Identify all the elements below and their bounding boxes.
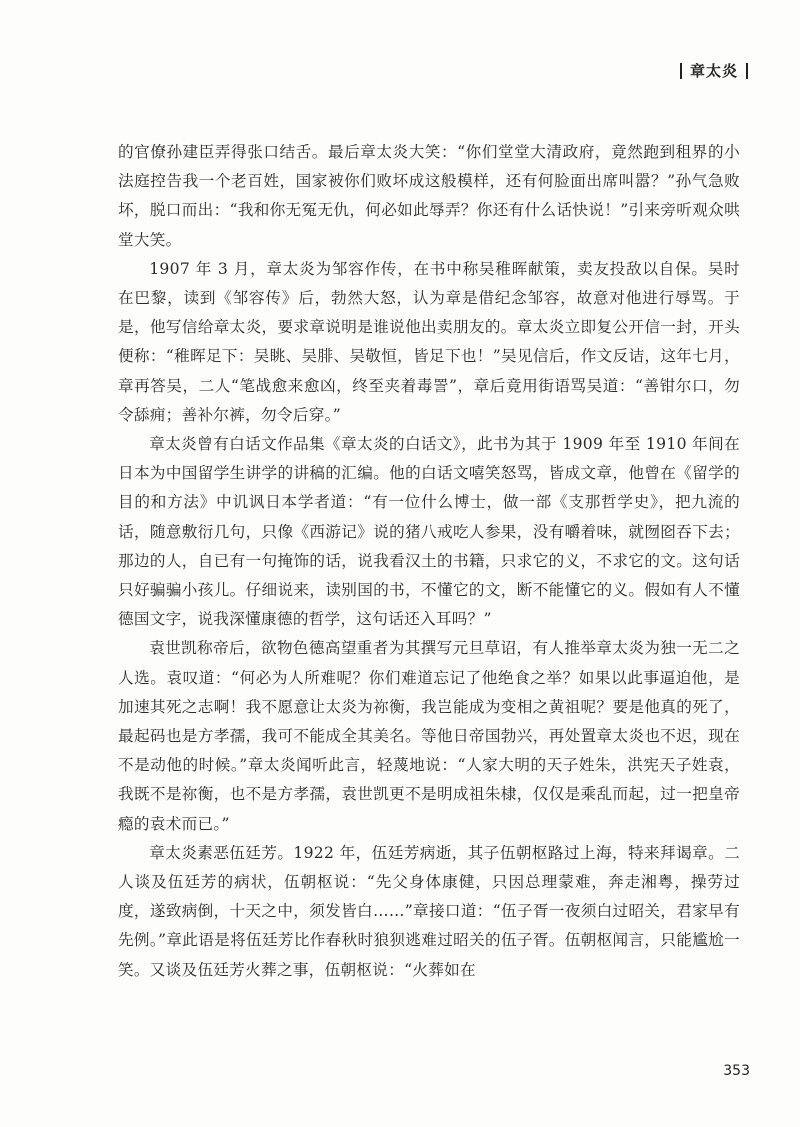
header-left-bar [680, 63, 682, 79]
paragraph-5: 章太炎素恶伍廷芳。1922 年，伍廷芳病逝，其子伍朝枢路过上海，特来拜谒章。二人谈及伍廷芳的病状，伍朝枢说：“先父身体康健，只因总理蒙难，奔走湘粤，操劳过度，遂致病倒，十天之中，须发皆白……”章接口道：“伍子胥一夜须白过昭关，君家早有先例。”章此语是将伍廷芳比作春秋时狼狈逃难过昭关的伍子胥。伍朝枢闻言，只能尴尬一笑。又谈及伍廷芳火葬之事，伍朝枢说：“火葬如在 [118, 843, 740, 979]
chapter-title: 章太炎 [689, 62, 738, 80]
paragraph-4: 袁世凯称帝后，欲物色德高望重者为其撰写元旦草诏，有人推举章太炎为独一无二之人选。袁叹道：“何必为人所难呢？你们难道忘记了他绝食之举？如果以此事逼迫他，是加速其死之志啊！我不愿意让太炎为祢衡，我岂能成为变相之黄祖呢？要是他真的死了，最起码也是方孝孺，我可不能成全其美名。等他日帝国勃兴，再处置章太炎也不迟，现在不是动他的时候。”章太炎闻听此言，轻蔑地说：“人家大明的天子姓朱，洪宪天子姓袁，我既不是祢衡，也不是方孝孺，袁世凯更不是明成祖朱棣，仅仅是乘乱而起，过一把皇帝瘾的袁术而已。” [118, 639, 740, 833]
paragraph-2: 1907 年 3 月，章太炎为邹容作传，在书中称吴稚晖献策，卖友投敌以自保。吴时在巴黎，读到《邹容传》后，勃然大怒，认为章是借纪念邹容，故意对他进行辱骂。于是，他写信给章太炎，要求章说明是谁说他出卖朋友的。章太炎立即复公开信一封，开头便称：“稚晖足下：吴眺、吴腓、吴敬恒，皆足下也！”吴见信后，作文反诘，这年七月，章再答吴，二人“笔战愈来愈凶，终至夹着毒詈”，章后竟用街语骂吴道：“善钳尔口，勿令舔痈；善补尔裤，勿令后穿。” [118, 259, 740, 424]
header-right-bar [746, 63, 748, 79]
running-header [680, 60, 748, 81]
body-text [118, 138, 740, 985]
page-number: 353 [723, 1063, 750, 1079]
paragraph-3: 章太炎曾有白话文作品集《章太炎的白话文》，此书为其于 1909 年至 1910 年间在日本为中国留学生讲学的讲稿的汇编。他的白话文嘻笑怒骂，皆成文章，他曾在《留学的目的和方法》中讥讽日本学者道：“有一位什么博士，做一部《支那哲学史》，把九流的话，随意敷衍几句，只像《西游记》说的猪八戒吃人参果，没有嚼着味，就囫囵吞下去；那边的人，自已有一句掩饰的话，说我看汉土的书籍，只求它的义，不求它的文。这句话只好骗骗小孩儿。仔细说来，读别国的书，不懂它的文，断不能懂它的义。假如有人不懂德国文字，说我深懂康德的哲学，这句话还入耳吗？” [118, 435, 741, 629]
paragraph-1: 的官僚孙建臣弄得张口结舌。最后章太炎大笑：“你们堂堂大清政府，竟然跑到租界的小法庭控告我一个老百姓，国家被你们败坏成这般模样，还有何脸面出席叫嚣？”孙气急败坏，脱口而出：“我和你无冤无仇，何必如此辱弄？你还有什么话快说！”引来旁听观众哄堂大笑。 [118, 143, 740, 249]
